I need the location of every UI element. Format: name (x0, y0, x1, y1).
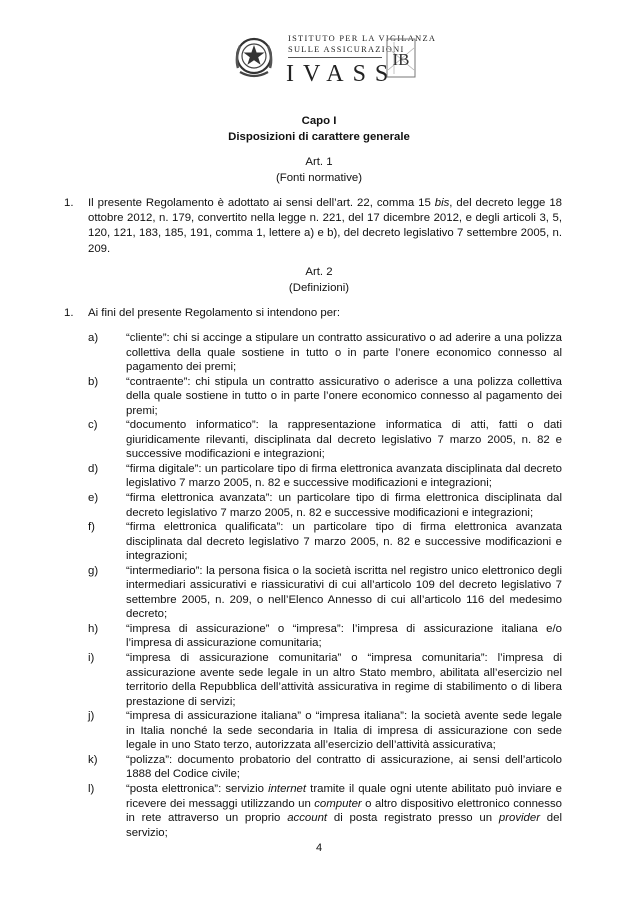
art2-intro-text: Ai fini del presente Regolamento si intendono per: (88, 307, 341, 319)
art2-title: Art. 2 (305, 266, 333, 278)
list-item: e) “firma elettronica avanzata”: un particolare tipo di firma elettronica disciplinata dal decreto legislativo 7 marzo 2005, n. 82 e successive modificazioni e integrazioni; (88, 492, 562, 519)
art1-subtitle: (Fonti normative) (275, 172, 363, 184)
art2-subtitle: (Definizioni) (288, 282, 350, 294)
list-item: f) “firma elettronica qualificata”: un particolare tipo di firma elettronica avanzata disciplinata dal decreto legislativo 7 marzo 2005, n. 82 e successive modificazioni e integrazioni; (88, 521, 562, 563)
art2-intro-number: 1. (64, 307, 74, 319)
list-item: d) “firma digitale”: un particolare tipo di firma elettronica avanzata disciplinata dal decreto legislativo 7 marzo 2005, n. 82 e successive modificazioni e integrazioni; (88, 462, 562, 490)
chapter-title: Capo I (301, 115, 337, 127)
art1-paragraph (64, 196, 562, 257)
definitions-list (88, 331, 562, 840)
list-item: b) “contraente”: chi stipula un contratto assicurativo o aderisce a una polizza collettiva della quale sostiene in tutto o in parte l’onere economico connesso al pagamento dei premi; (88, 375, 562, 417)
list-item: j) “impresa di assicurazione italiana” o “impresa italiana”: la società avente sede legale in Italia nonché la sede secondaria in Italia di impresa di assicurazione con sede legale in uno Stato terzo, autorizzata all’esercizio dell’attività assicurativa; (88, 710, 562, 752)
list-item: h) “impresa di assicurazione” o “impresa”: l’impresa di assicurazione italiana e/o l’impresa di assicurazione comunitaria; (88, 622, 562, 650)
ivass-logo (232, 28, 437, 90)
chapter-subtitle: Disposizioni di carattere generale (228, 131, 410, 143)
art2-intro (64, 306, 562, 321)
list-item: i) “impresa di assicurazione comunitaria” o “impresa comunitaria”: l’impresa di assicurazione avente sede legale in un altro Stato membro, abilitata all’esercizio nel territorio della Repubblica dell’attività assicurativa in regime di stabilimento o di libera prestazione di servizi; (88, 652, 562, 708)
art1-title: Art. 1 (305, 156, 333, 168)
institute-name-line-2: SULLE ASSICURAZIONI (288, 45, 405, 54)
ib-monogram-icon (384, 36, 418, 80)
art1-paragraph-text: Il presente Regolamento è adottato ai sensi dell’art. 22, comma 15 bis, del decreto legge 18 ottobre 2012, n. 179, convertito nella legge n. 221, del 17 dicembre 2012, e degli articoli 3, 5, 120, 121, 183, 185, 191, comma 1, lettere a) e b), del decreto legislativo 7 settembre 2005, n. 209. (88, 197, 562, 255)
institute-name-line-1: ISTITUTO PER LA VIGILANZA (288, 34, 437, 43)
page-number: 4 (315, 842, 323, 854)
list-item: g) “intermediario”: la persona fisica o la società iscritta nel registro unico elettronico degli intermediari assicurativi e riassicurativi di cui all’articolo 109 del decreto legislativo 7 settembre 2005, n. 209, o nell’Elenco Annesso di cui all’articolo 116 del medesimo decreto; (88, 564, 562, 621)
list-item: l) “posta elettronica”: servizio internet tramite il quale ogni utente abilitato può inviare e ricevere dei messaggi utilizzando un computer o altro dispositivo elettronico connesso in rete attraverso un proprio account di posta registrato presso un provider del servizio; (88, 782, 562, 839)
list-item: c) “documento informatico”: la rappresentazione informatica di atti, fatti o dati giuridicamente rilevanti, disciplinata dal decreto legislativo 7 marzo 2005, n. 82 e successive modificazioni e integrazioni; (88, 419, 562, 461)
list-item: k) “polizza”: documento probatorio del contratto di assicurazione, ai sensi dell’articolo 1888 del Codice civile; (88, 753, 562, 781)
list-item: a) “cliente”: chi si accinge a stipulare un contratto assicurativo o ad aderire a una polizza collettiva della quale sostiene in tutto o in parte l’onere economico connesso al pagamento dei premi; (88, 332, 562, 374)
brand-wordmark: IVASS (286, 61, 398, 87)
republic-emblem-icon (232, 32, 276, 82)
logo-divider (288, 57, 382, 58)
ib-monogram-text: IB (392, 50, 410, 69)
art1-paragraph-number: 1. (64, 197, 74, 209)
